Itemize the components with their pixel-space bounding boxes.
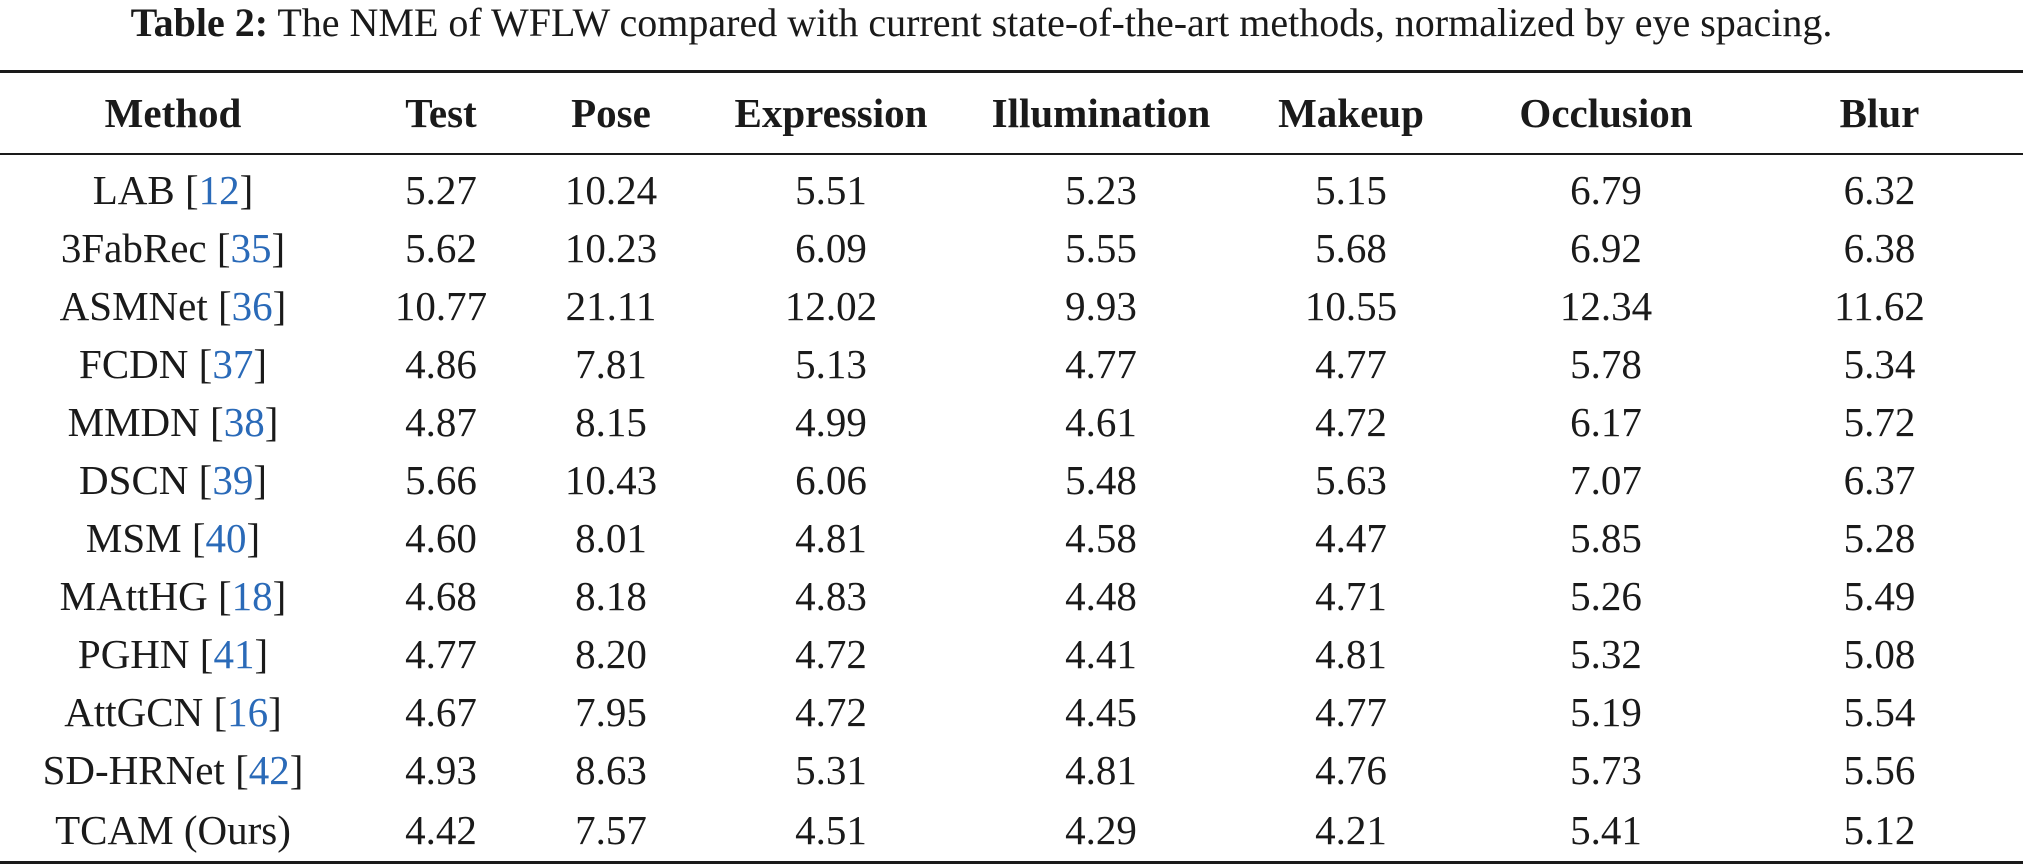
method-name: MSM [85,515,182,561]
table-row [0,277,2023,335]
table-row [0,683,2023,741]
table-row [0,451,2023,509]
value-cell-illumination: 4.45 [1065,689,1137,735]
value-cell-expression: 12.02 [784,283,878,329]
value-cell-pose: 7.57 [536,799,686,863]
value-cell-occlusion: 5.26 [1570,573,1642,619]
method-cell: MSM [40] [85,515,261,561]
value-cell-blur: 5.54 [1843,689,1916,735]
value-cell-illumination: 4.48 [1065,573,1137,619]
value-cell-blur: 5.08 [1843,631,1916,677]
value-cell-occlusion: 5.32 [1570,631,1642,677]
column-header-test: Test [346,72,536,155]
value-cell-occlusion: 5.85 [1570,515,1642,561]
value-cell-pose: 10.23 [564,225,658,271]
method-name: AttGCN [64,689,204,735]
value-cell-test: 5.66 [405,457,477,503]
citation-link[interactable]: 36 [231,283,273,329]
value-cell-blur: 5.28 [1843,515,1916,561]
value-cell-makeup: 4.76 [1315,747,1387,793]
value-cell-test: 4.93 [405,747,477,793]
table-body [0,154,2023,863]
value-cell-blur: 6.38 [1843,225,1916,271]
column-header-method: Method [0,72,346,155]
value-cell-expression: 6.09 [795,225,867,271]
method-cell: MMDN [38] [67,399,279,445]
method-name: DSCN [79,457,189,503]
value-cell-blur: 5.12 [1736,799,2023,863]
value-cell-test: 4.60 [405,515,477,561]
table-header-row [0,72,2023,155]
value-cell-blur: 5.49 [1843,573,1916,619]
method-cell: FCDN [37] [79,341,267,387]
value-cell-makeup: 10.55 [1304,283,1398,329]
value-cell-test: 4.87 [405,399,477,445]
value-cell-expression: 6.06 [795,457,867,503]
method-name: ASMNet [59,283,208,329]
table-row [0,335,2023,393]
citation-link[interactable]: 41 [213,631,255,677]
nme-table [0,70,2023,864]
value-cell-makeup: 4.72 [1315,399,1387,445]
method-cell: DSCN [39] [79,457,267,503]
column-header-pose: Pose [536,72,686,155]
citation-link[interactable]: 39 [212,457,254,503]
table-row [0,154,2023,219]
method-name: MMDN [67,399,200,445]
value-cell-blur: 5.72 [1843,399,1916,445]
value-cell-blur: 6.37 [1843,457,1916,503]
value-cell-illumination: 4.81 [1065,747,1137,793]
value-cell-makeup: 4.77 [1315,341,1387,387]
table-row [0,393,2023,451]
value-cell-pose: 7.95 [575,689,647,735]
value-cell-occlusion: 5.41 [1476,799,1736,863]
value-cell-test: 4.77 [405,631,477,677]
value-cell-expression: 4.83 [795,573,867,619]
value-cell-makeup: 5.68 [1315,225,1387,271]
table-row [0,741,2023,799]
column-header-makeup: Makeup [1226,72,1476,155]
value-cell-pose: 7.81 [575,341,647,387]
method-name: 3FabRec [60,225,207,271]
value-cell-test: 5.62 [405,225,477,271]
method-name: MAttHG [59,573,208,619]
value-cell-expression: 5.13 [795,341,867,387]
value-cell-illumination: 4.41 [1065,631,1137,677]
value-cell-makeup: 4.21 [1226,799,1476,863]
value-cell-pose: 8.01 [575,515,647,561]
value-cell-makeup: 5.15 [1315,167,1387,213]
citation-link[interactable]: 12 [198,167,240,213]
value-cell-test: 4.42 [346,799,536,863]
method-cell: 3FabRec [35] [60,225,286,271]
method-cell: PGHN [41] [77,631,269,677]
value-cell-expression: 4.99 [795,399,867,445]
value-cell-test: 10.77 [394,283,488,329]
method-cell: LAB [12] [92,167,254,213]
value-cell-expression: 5.31 [795,747,867,793]
method-name: LAB [92,167,175,213]
value-cell-occlusion: 12.34 [1559,283,1653,329]
value-cell-test: 4.86 [405,341,477,387]
citation-link[interactable]: 18 [231,573,273,619]
value-cell-pose: 10.43 [564,457,658,503]
value-cell-makeup: 4.77 [1315,689,1387,735]
citation-link[interactable]: 16 [227,689,269,735]
citation-link[interactable]: 42 [248,747,290,793]
value-cell-illumination: 5.23 [1065,167,1137,213]
table-row [0,625,2023,683]
value-cell-illumination: 4.61 [1065,399,1137,445]
value-cell-illumination: 4.58 [1065,515,1137,561]
citation-link[interactable]: 35 [230,225,272,271]
value-cell-pose: 8.63 [575,747,647,793]
method-cell: MAttHG [18] [59,573,287,619]
table-caption [0,0,1963,52]
value-cell-occlusion: 5.73 [1570,747,1642,793]
value-cell-expression: 4.72 [795,689,867,735]
value-cell-makeup: 4.47 [1315,515,1387,561]
value-cell-expression: 4.51 [686,799,976,863]
value-cell-blur: 5.56 [1843,747,1916,793]
value-cell-occlusion: 6.79 [1570,167,1642,213]
value-cell-occlusion: 5.19 [1570,689,1642,735]
value-cell-expression: 4.72 [795,631,867,677]
table-row [0,799,2023,863]
value-cell-makeup: 5.63 [1315,457,1387,503]
table-row [0,509,2023,567]
caption-text: The NME of WFLW compared with current state-of-the-art methods, normalized by eye spacing. [277,0,1833,45]
value-cell-blur: 11.62 [1834,283,1925,329]
value-cell-occlusion: 6.17 [1570,399,1642,445]
column-header-occlusion: Occlusion [1476,72,1736,155]
value-cell-expression: 5.51 [795,167,867,213]
table-row [0,567,2023,625]
value-cell-test: 5.27 [405,167,477,213]
value-cell-makeup: 4.71 [1315,573,1387,619]
citation-link[interactable]: 40 [205,515,247,561]
value-cell-test: 4.68 [405,573,477,619]
value-cell-blur: 6.32 [1843,167,1916,213]
value-cell-pose: 8.15 [575,399,647,445]
value-cell-illumination: 4.77 [1065,341,1137,387]
method-cell: ASMNet [36] [59,283,287,329]
method-name: FCDN [79,341,189,387]
value-cell-pose: 21.11 [565,283,657,329]
value-cell-illumination: 4.29 [976,799,1226,863]
value-cell-pose: 10.24 [564,167,658,213]
method-name: TCAM (Ours) [55,807,291,853]
method-cell [0,799,346,863]
value-cell-occlusion: 5.78 [1570,341,1642,387]
method-cell: SD-HRNet [42] [42,747,304,793]
caption-label: Table 2: [130,0,269,45]
citation-link[interactable]: 38 [223,399,265,445]
column-header-illumination: Illumination [976,72,1226,155]
citation-link[interactable]: 37 [212,341,254,387]
table-row [0,219,2023,277]
value-cell-occlusion: 7.07 [1570,457,1642,503]
method-name: PGHN [77,631,190,677]
value-cell-blur: 5.34 [1843,341,1916,387]
value-cell-pose: 8.20 [575,631,647,677]
method-cell: AttGCN [16] [64,689,282,735]
value-cell-illumination: 5.48 [1065,457,1137,503]
column-header-blur: Blur [1736,72,2023,155]
value-cell-test: 4.67 [405,689,477,735]
value-cell-makeup: 4.81 [1315,631,1387,677]
value-cell-expression: 4.81 [795,515,867,561]
value-cell-pose: 8.18 [575,573,647,619]
value-cell-illumination: 9.93 [1065,283,1137,329]
value-cell-occlusion: 6.92 [1570,225,1642,271]
column-header-expression: Expression [686,72,976,155]
method-name: SD-HRNet [42,747,225,793]
value-cell-illumination: 5.55 [1065,225,1137,271]
